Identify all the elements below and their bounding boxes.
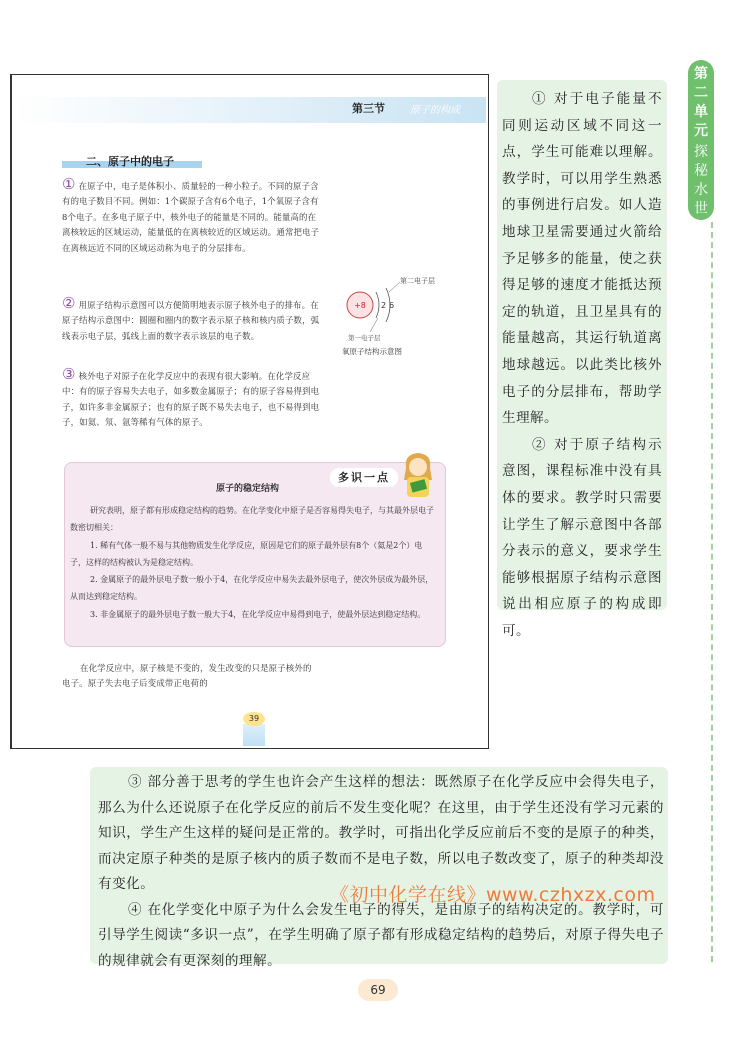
watermark: 《初中化学在线》www.czhxzx.com [330,884,656,906]
second-shell-pointer [389,282,400,292]
knowledge-intro: 研究表明，原子都有形成稳定结构的趋势。在化学变化中原子是否容易得失电子，与其最外层电子数密切相关： [70,506,434,533]
knowledge-item-2: 2. 金属原子的最外层电子数一般小于4，在化学反应中易失去最外层电子，使次外层成为最外层，从而达到稳定结构。 [70,575,434,602]
first-shell-count: 2 [381,301,387,310]
paragraph-3-text: 核外电子对原子在化学反应中的表现有很大影响。在化学反应中：有的原子容易失去电子，如多数金属原子；有的原子容易得到电子，如许多非金属原子；也有的原子既不易失去电子，也不易得到电子，如氦、氖、氩等稀有气体的原子。 [62,371,320,428]
section-subtitle: 原子的构成 [410,105,460,116]
marker-2: ② [62,294,76,312]
note-2: ② 对于原子结构示意图，课程标准中没有具体的要求。教学时只需要让学生了解示意图中各部分表示的意义，要求学生能够根据原子结构示意图说出相应原子的构成即可。 [502,436,662,639]
first-shell-pointer [370,318,378,332]
note-3: ③ 部分善于思考的学生也许会产生这样的想法：既然原子在化学反应中会得失电子，那么为什么还说原子在化学反应的前后不发生变化呢？在这里，由于学生还没有学习元素的知识，学生产生这样的疑问是正常的。教学时，可指出化学反应前后不变的是原子的种类，而决定原子种类的是原子核内的质子数而不是电子数，所以电子数改变了，原子的种类却没有变化。 [98,774,664,892]
unit-dashed-line [711,222,713,962]
note-1: ① 对于电子能量不同则运动区域不同这一点，学生可能难以理解。教学时，可以用学生熟悉的事例进行启发。如人造地球卫星需要通过火箭给予足够多的能量，使之获得足够的速度才能抵达预定的轨道，且卫星具有的能量越高，其运行轨道离地球越远。以此类比核外电子的分层排布，帮助学生理解。 [502,91,662,427]
marker-1: ① [62,175,76,193]
subsection-heading: 二、原子中的电子 [62,153,202,168]
paragraph-1 [62,177,320,256]
unit-number: 第二单元 [694,66,708,139]
second-shell-count: 6 [389,301,395,310]
diagram-caption: 氧原子结构示意图 [342,347,402,356]
paragraph-2 [62,296,320,344]
textbook-page-number: 39 [243,712,265,726]
knowledge-box-title: 原子的稳定结构 [216,484,280,494]
nucleus-charge: +8 [354,301,366,310]
first-shell-label: 第一电子层 [348,334,381,342]
reading-girl-icon [398,450,438,500]
first-shell-arc [376,292,379,318]
paragraph-2-text: 用原子结构示意图可以方便简明地表示原子核外电子的排布。在原子结构示意图中：圆圈和圈内的数字表示原子核和核内质子数，弧线表示电子层，弧线上面的数字表示该层的电子数。 [62,300,320,341]
marker-3: ③ [62,365,76,383]
section-number: 第三节 [352,102,385,115]
page-tab-strip [243,724,265,746]
page-number: 69 [358,979,398,1001]
oxygen-atom-diagram [340,270,470,360]
bottom-note-text [98,770,664,974]
knowledge-box-text [70,502,438,623]
note-4: ④ 在化学变化中原子为什么会发生电子的得失，是由原子的结构决定的。教学时，可引导学生阅读“多识一点”，在学生明确了原子都有形成稳定结构的趋势后，对原子得失电子的规律就会有更深刻的理解。 [98,901,664,969]
unit-tab [688,60,714,236]
unit-title: 探秘水世界 [694,144,708,236]
paragraph-1-text: 在原子中，电子是体积小、质量轻的一种小粒子。不同的原子含有的电子数目不同。例如：1个碳原子含有6个电子，1个氧原子含有8个电子。在多电子原子中，核外电子的能量是不同的。能量高的在离核较远的区域运动，能量低的在离核较近的区域运动。通常把电子在离核远近不同的区域运动称为电子的分层排布。 [62,181,320,253]
paragraph-3 [62,367,320,431]
side-note-text [502,86,662,644]
second-shell-label: 第二电子层 [400,277,435,285]
knowledge-item-1: 1. 稀有气体一般不易与其他物质发生化学反应，原因是它们的原子最外层有8个（氦是2个）电子，这样的结构被认为是稳定结构。 [70,540,423,567]
paragraph-4: 在化学反应中，原子核是不变的，发生改变的只是原子核外的电子。原子失去电子后变成带正电荷的 [62,663,312,689]
knowledge-badge: 多识一点 [330,468,398,487]
knowledge-item-3: 3. 非金属原子的最外层电子数一般大于4，在化学反应中易得到电子，使最外层达到稳定结构。 [90,609,426,619]
